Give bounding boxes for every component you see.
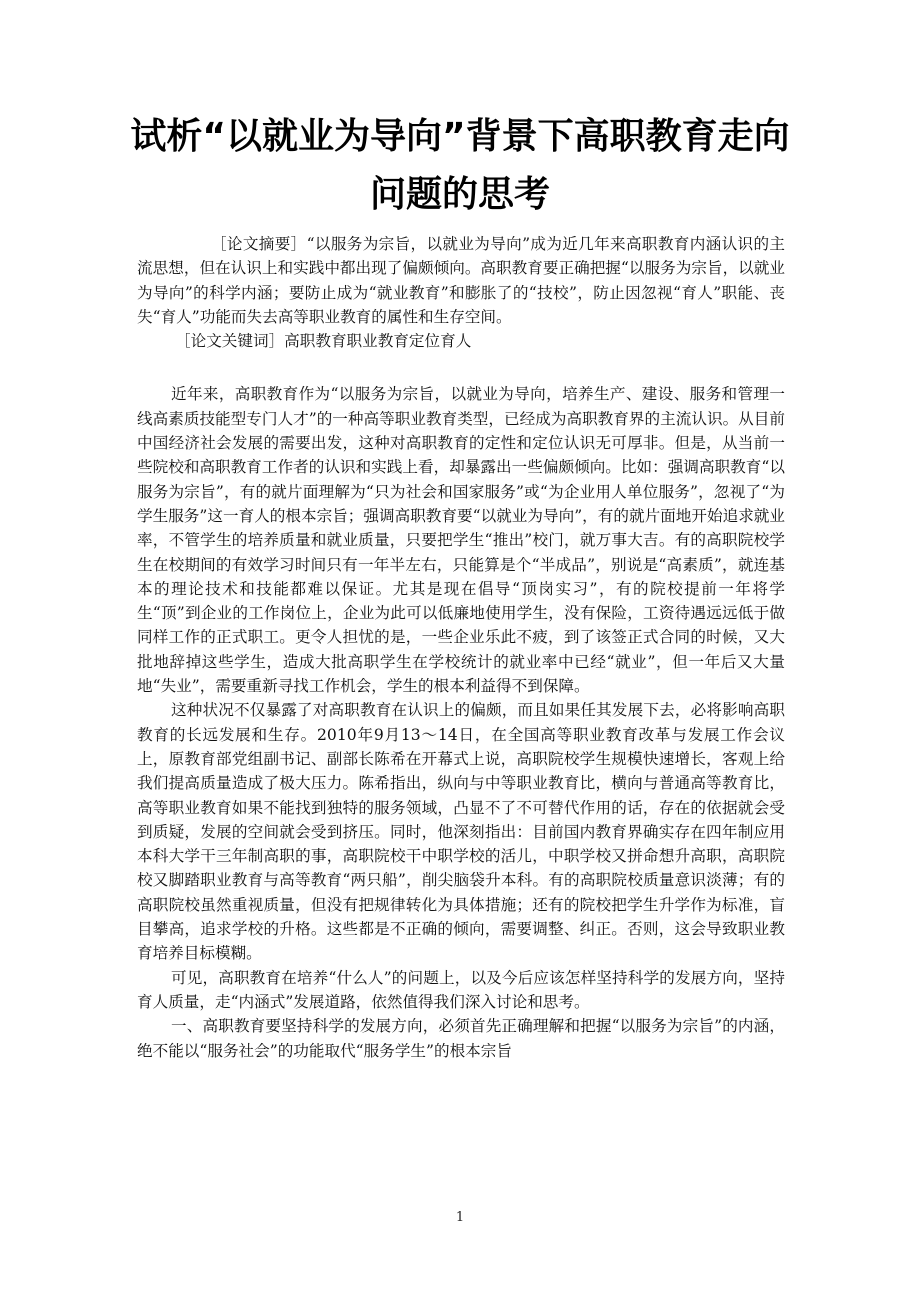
abstract-paragraph: ［论文摘要］“以服务为宗旨，以就业为导向”成为近几年来高职教育内涵认识的主流思想，但在认识上和实践中都出现了偏颇倾向。高职教育要正确把握“以服务为宗旨，以就业为导向”的科学内涵；要防止成为“就业教育”和膨胀了的“技校”，防止因忽视“育人”职能、丧失“育人”功能而失去高等职业教育的属性和生存空间。 bbox=[137, 235, 785, 326]
section-heading-paragraph: 一、高职教育要坚持科学的发展方向，必须首先正确理解和把握“以服务为宗旨”的内涵，绝不能以“服务社会”的功能取代“服务学生”的根本宗旨 bbox=[137, 1017, 785, 1060]
keywords-paragraph: ［论文关键词］高职教育职业教育定位育人 bbox=[175, 332, 472, 351]
body-paragraph: 近年来，高职教育作为“以服务为宗旨，以就业为导向，培养生产、建设、服务和管理一线高素质技能型专门人才”的一种高等职业教育类型，已经成为高职教育界的主流认识。从目前中国经济社会发展的需要出发，这种对高职教育的定性和定位认识无可厚非。但是，从当前一些院校和高职教育工作者的认识和实践上看，却暴露出一些偏颇倾向。比如：强调高职教育“以服务为宗旨”，有的就片面理解为“只为社会和国家服务”或“为企业用人单位服务”，忽视了“为学生服务”这一育人的根本宗旨；强调高职教育要“以就业为导向”，有的就片面地开始追求就业率，不管学生的培养质量和就业质量，只要把学生“推出”校门，就万事大吉。有的高职院校学生在校期间的有效学习时间只有一年半左右，只能算是个“半成品”，别说是“高素质”，就连基本的理论技术和技能都难以保证。尤其是现在倡导“顶岗实习”，有的院校提前一年将学生“顶”到企业的工作岗位上，企业为此可以低廉地使用学生，没有保险，工资待遇远远低于做同样工作的正式职工。更令人担忧的是，一些企业乐此不疲，到了该签正式合同的时候，又大批地辞掉这些学生，造成大批高职学生在学校统计的就业率中已经“就业”，但一年后又大量地“失业”，需要重新寻找工作机会，学生的根本利益得不到保障。 bbox=[137, 385, 785, 696]
body-paragraph: 这种状况不仅暴露了对高职教育在认识上的偏颇，而且如果任其发展下去，必将影响高职教育的长远发展和生存。2010年9月13～14日，在全国高等职业教育改革与发展工作会议上，原教育部党组副书记、副部长陈希在开幕式上说，高职院校学生规模快速增长，客观上给我们提高质量造成了极大压力。陈希指出，纵向与中等职业教育比，横向与普通高等教育比，高等职业教育如果不能找到独特的服务领域，凸显不了不可替代作用的话，存在的依据就会受到质疑，发展的空间就会受到挤压。同时，他深刻指出：目前国内教育界确实存在四年制应用本科大学干三年制高职的事，高职院校干中职学校的活儿，中职学校又拼命想升高职，高职院校又脚踏职业教育与高等教育“两只船”，削尖脑袋升本科。有的高职院校质量意识淡薄；有的高职院校虽然重视质量，但没有把规律转化为具体措施；还有的院校把学生升学作为标准，盲目攀高，追求学校的升格。这些都是不正确的倾向，需要调整、纠正。否则，这会导致职业教育培养目标模糊。 bbox=[137, 701, 785, 963]
page-number: 1 bbox=[455, 1210, 465, 1225]
section-spacer bbox=[137, 353, 785, 382]
body-paragraph: 可见，高职教育在培养“什么人”的问题上，以及今后应该怎样坚持科学的发展方向，坚持育人质量，走“内涵式”发展道路，依然值得我们深入讨论和思考。 bbox=[137, 968, 785, 1011]
document-body bbox=[137, 232, 785, 1063]
document-title: 试析“以就业为导向”背景下高职教育走向问题的思考 bbox=[130, 116, 790, 215]
